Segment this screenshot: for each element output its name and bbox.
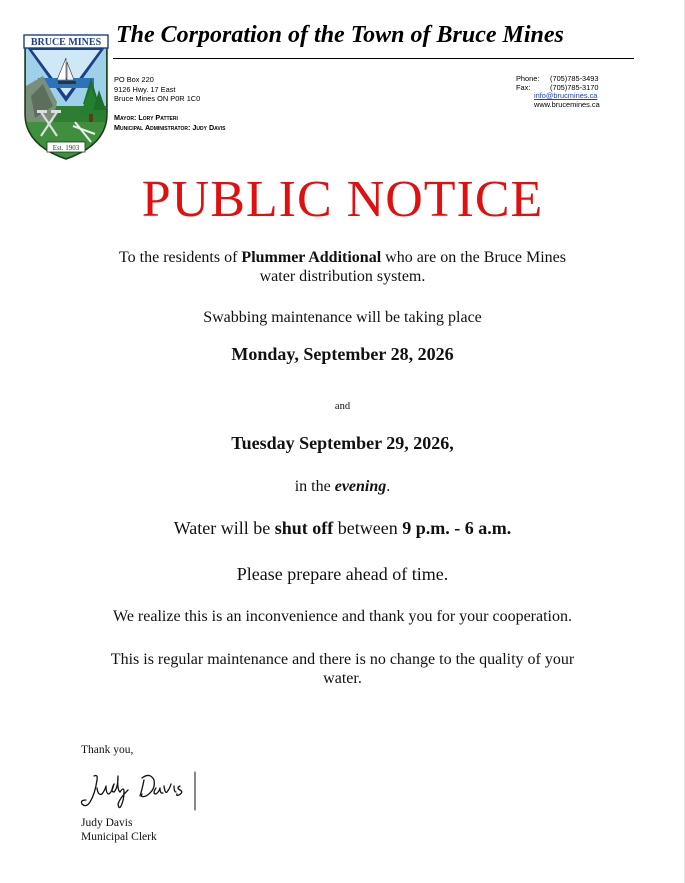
first-date: Monday, September 28, 2026 xyxy=(231,344,454,364)
evening-line xyxy=(0,478,685,496)
notice-heading: PUBLIC NOTICE xyxy=(141,171,544,228)
phone-number: (705)785-3493 xyxy=(550,74,599,83)
town-crest-logo xyxy=(23,26,109,160)
shutoff-line xyxy=(0,518,685,539)
and-connector: and xyxy=(334,401,351,412)
evening-word: evening xyxy=(334,478,387,495)
contact-block xyxy=(516,75,636,109)
handwritten-signature xyxy=(80,770,202,812)
intro-text-cont: who are on the Bruce Mines xyxy=(381,249,566,266)
address-line: PO Box 220 xyxy=(114,75,154,84)
website-text: www.brucemines.ca xyxy=(534,99,600,109)
mayor-label: Mayor: xyxy=(114,113,137,122)
apology-text: We realize this is an inconvenience and thank you for your cooperation. xyxy=(113,608,572,625)
shutoff-hours: 9 p.m. - 6 a.m. xyxy=(402,518,512,538)
officials-block xyxy=(114,113,225,132)
intro-paragraph xyxy=(0,248,685,286)
crest-banner-text: BRUCE MINES xyxy=(30,37,102,48)
administrator-line xyxy=(114,123,225,133)
shutoff-prefix: Water will be xyxy=(173,518,275,538)
phone-label: Phone: xyxy=(516,74,540,83)
intro-line-two: water distribution system. xyxy=(259,268,426,285)
shutoff-emphasis: shut off xyxy=(274,518,334,538)
signer-block xyxy=(81,816,157,844)
evening-prefix: in the xyxy=(294,478,335,495)
second-date: Tuesday September 29, 2026, xyxy=(231,433,454,453)
maintenance-note-line: water. xyxy=(323,670,362,687)
header-divider xyxy=(113,58,634,59)
evening-suffix: . xyxy=(386,478,391,495)
mayor-name: Lory Patteri xyxy=(138,113,178,122)
mayor-line xyxy=(114,113,225,123)
signer-title: Municipal Clerk xyxy=(81,831,157,843)
intro-text: To the residents of xyxy=(119,249,242,266)
maintenance-note xyxy=(0,650,685,688)
fax-label: Fax: xyxy=(516,82,531,92)
shutoff-mid: between xyxy=(333,518,403,538)
email-link[interactable]: info@brucmines.ca xyxy=(534,91,598,101)
prepare-text: Please prepare ahead of time. xyxy=(236,564,449,584)
administrator-label: Municipal Administrator: xyxy=(114,122,191,132)
address-line: Bruce Mines ON P0R 1C0 xyxy=(114,94,201,103)
swabbing-text: Swabbing maintenance will be taking place xyxy=(203,309,482,326)
organization-title: The Corporation of the Town of Bruce Mines xyxy=(116,22,564,48)
maintenance-note-line: This is regular maintenance and there is no change to the quality of your xyxy=(110,651,575,668)
closing-thanks: Thank you, xyxy=(81,744,134,756)
crest-est-text: Est. 1903 xyxy=(52,144,80,152)
signer-name: Judy Davis xyxy=(81,817,133,829)
address-line: 9126 Hwy. 17 East xyxy=(114,84,176,94)
mailing-address xyxy=(114,75,200,104)
fax-number: (705)785-3170 xyxy=(550,82,599,92)
administrator-name: Judy Davis xyxy=(192,122,226,132)
area-name: Plummer Additional xyxy=(241,249,382,266)
